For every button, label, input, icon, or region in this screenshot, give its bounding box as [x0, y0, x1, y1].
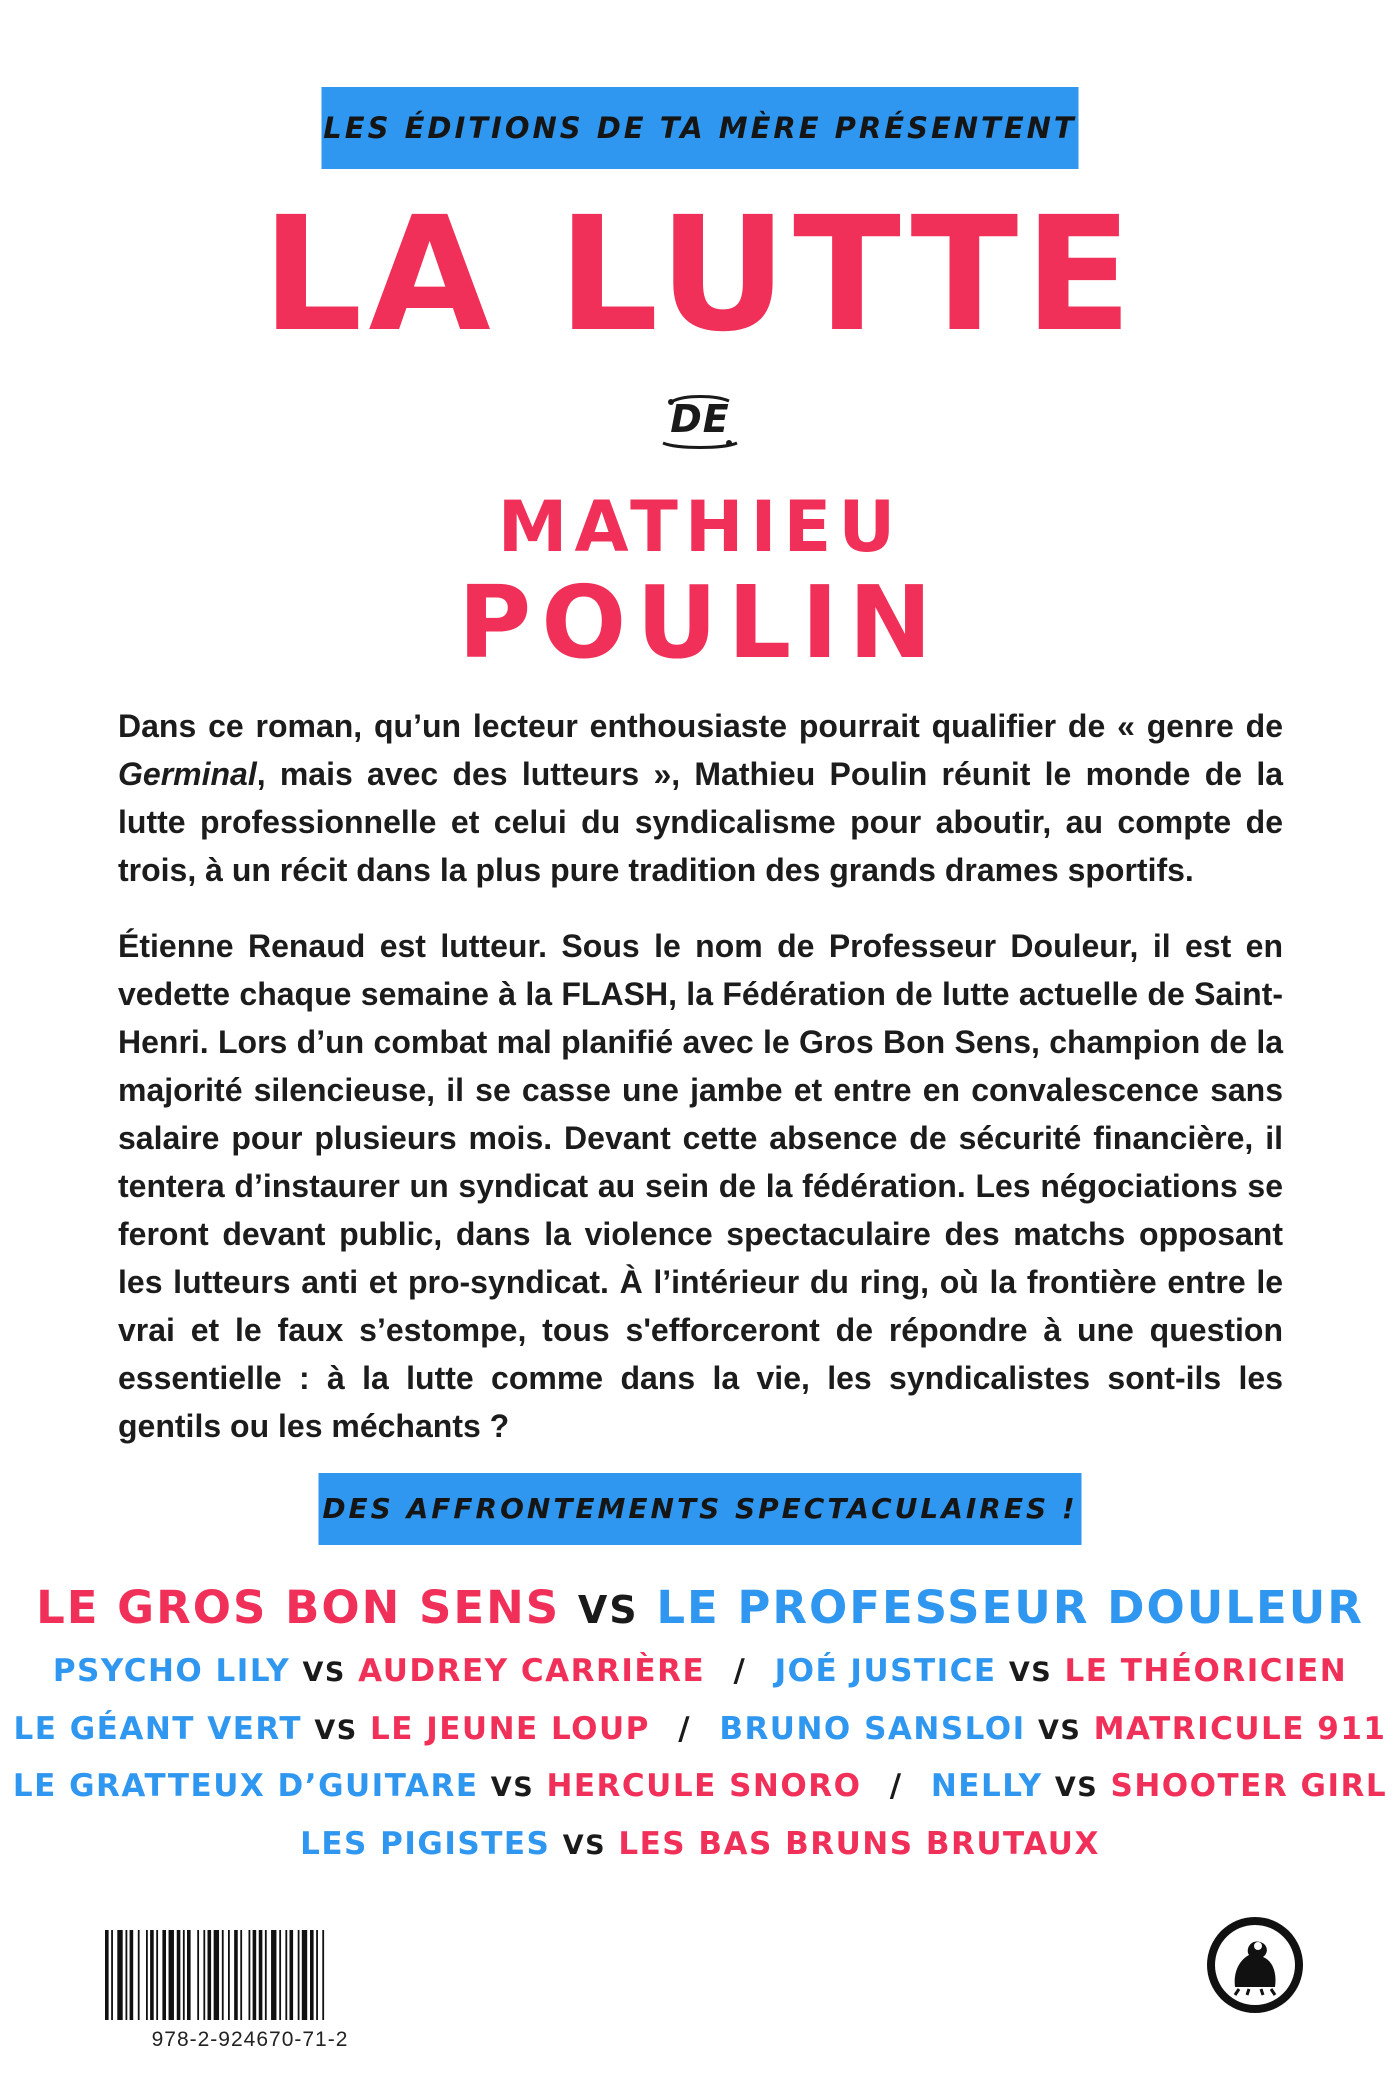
- barcode-bar: [187, 1930, 191, 2020]
- book-reference: Germinal: [118, 756, 257, 792]
- author-last-name: POULIN: [457, 564, 943, 681]
- barcode-bar: [285, 1930, 287, 2020]
- synopsis-paragraph-2: Étienne Renaud est lutteur. Sous le nom de Professeur Douleur, il est en vedette chaque semaine à la FLASH, la Fédération de lutte actuelle de Saint-Henri. Lors d’un combat mal planifié avec le Gros Bon Sens, champion de la majorité silencieuse, il se casse une jambe et entre en convalescence sans salaire pour plusieurs mois. Devant cette absence de sécurité financière, il tentera d’instaurer un syndicat au sein de la fédération. Les négociations se feront devant public, dans la violence spectaculaire des matchs opposant les lutteurs anti et pro-syndicat. À l’intérieur du ring, où la frontière entre le vrai et le faux s’estompe, tous s'efforceront de répondre à une question essentielle : à la lutte comme dans la vie, les syndicalistes sont-ils les gentils ou les méchants ?: [118, 928, 1283, 1444]
- wrestler-name: JOÉ JUSTICE: [774, 1653, 997, 1689]
- synopsis-text: , mais avec des lutteurs », Mathieu Poulin réunit le monde de la lutte professionnelle et celui du syndicalisme pour aboutir, au compte de trois, à un récit dans la plus pure tradition des grands drames sportifs.: [118, 756, 1283, 888]
- vs-label: VS: [314, 1715, 358, 1746]
- author-first-name: MATHIEU: [497, 486, 903, 568]
- wrestler-name: NELLY: [930, 1768, 1043, 1804]
- separator: /: [889, 1768, 903, 1804]
- barcode-bar: [203, 1930, 205, 2020]
- wrestler-name: LE JEUNE LOUP: [369, 1711, 650, 1747]
- barcode-bar: [234, 1930, 238, 2020]
- barcode-bar: [253, 1930, 257, 2020]
- wrestler-name: PSYCHO LILY: [52, 1653, 291, 1689]
- wrestler-name: LE THÉORICIEN: [1064, 1653, 1348, 1689]
- barcode-bar: [302, 1930, 307, 2020]
- de-text: DE: [670, 397, 730, 441]
- wrestler-name: BRUNO SANSLOI: [719, 1711, 1026, 1747]
- synopsis-text: Dans ce roman, qu’un lecteur enthousiaste pourrait qualifier de « genre de: [118, 708, 1283, 744]
- vs-label: VS: [1038, 1715, 1082, 1746]
- barcode-bar: [126, 1930, 128, 2020]
- barcode-bar: [222, 1930, 224, 2020]
- barcode-bar: [150, 1930, 154, 2020]
- barcode-bar: [298, 1930, 300, 2020]
- barcode-bar: [240, 1930, 242, 2020]
- vs-label: VS: [1054, 1772, 1099, 1803]
- headline-matchup: [0, 1580, 1400, 1638]
- wrestler-name: LES BAS BRUNS BRUTAUX: [618, 1826, 1100, 1862]
- wrestler-name: SHOOTER GIRL: [1110, 1768, 1388, 1804]
- wrestler-name: HERCULE SNORO: [546, 1768, 862, 1804]
- section-banner: DES AFFRONTEMENTS SPECTACULAIRES !: [319, 1473, 1082, 1545]
- book-title: LA LUTTE: [261, 183, 1139, 367]
- vs-label: VS: [562, 1830, 607, 1861]
- barcode-bar: [249, 1930, 251, 2020]
- vs-label: VS: [302, 1657, 346, 1688]
- matchup-row: [0, 1651, 1400, 1693]
- barcode-bar: [183, 1930, 185, 2020]
- vs-label: VS: [577, 1588, 639, 1632]
- barcode-bar: [228, 1930, 230, 2020]
- barcode-bar: [130, 1930, 134, 2020]
- barcode-icon: [105, 1930, 393, 2020]
- barcode-bar: [169, 1930, 174, 2020]
- barcode-bar: [177, 1930, 181, 2020]
- barcode-bar: [259, 1930, 263, 2020]
- barcode-bar: [117, 1930, 122, 2020]
- wrestler-name: AUDREY CARRIÈRE: [358, 1653, 706, 1689]
- separator: /: [678, 1711, 692, 1747]
- wrestler-name: LE GÉANT VERT: [13, 1711, 303, 1747]
- barcode-bar: [214, 1930, 219, 2020]
- barcode-bar: [197, 1930, 199, 2020]
- wrestler-name: LE GRATTEUX D’GUITARE: [12, 1768, 479, 1804]
- matchup-row: [0, 1824, 1400, 1866]
- wrestler-name: MATRICULE 911: [1093, 1711, 1387, 1747]
- barcode-bar: [146, 1930, 148, 2020]
- barcode-bar: [290, 1930, 294, 2020]
- barcode-bar: [111, 1930, 113, 2020]
- barcode-bar: [138, 1930, 140, 2020]
- de-connector: [625, 393, 775, 453]
- barcode-bar: [316, 1930, 318, 2020]
- barcode-bar: [279, 1930, 281, 2020]
- vs-label: VS: [490, 1772, 535, 1803]
- matchup-row: [0, 1709, 1400, 1751]
- synopsis-paragraph-1: [118, 702, 1283, 894]
- separator: /: [733, 1653, 747, 1689]
- vs-label: VS: [1008, 1657, 1053, 1688]
- barcode-bar: [271, 1930, 276, 2020]
- barcode-bar: [310, 1930, 314, 2020]
- isbn-number: 978-2-924670-71-2: [151, 2028, 349, 2051]
- wrestler-name: LES PIGISTES: [300, 1826, 551, 1862]
- publisher-logo-icon: [1205, 1915, 1305, 2015]
- barcode-bar: [322, 1930, 324, 2020]
- top-banner: LES ÉDITIONS DE TA MÈRE PRÉSENTENT: [322, 87, 1079, 169]
- barcode-bar: [105, 1930, 109, 2020]
- barcode-bar: [208, 1930, 212, 2020]
- barcode-bar: [265, 1930, 267, 2020]
- wrestler-name: LE PROFESSEUR DOULEUR: [656, 1581, 1364, 1634]
- barcode-bar: [156, 1930, 158, 2020]
- matchup-row: [0, 1766, 1400, 1808]
- wrestler-name: LE GROS BON SENS: [36, 1581, 561, 1634]
- barcode-bar: [162, 1930, 166, 2020]
